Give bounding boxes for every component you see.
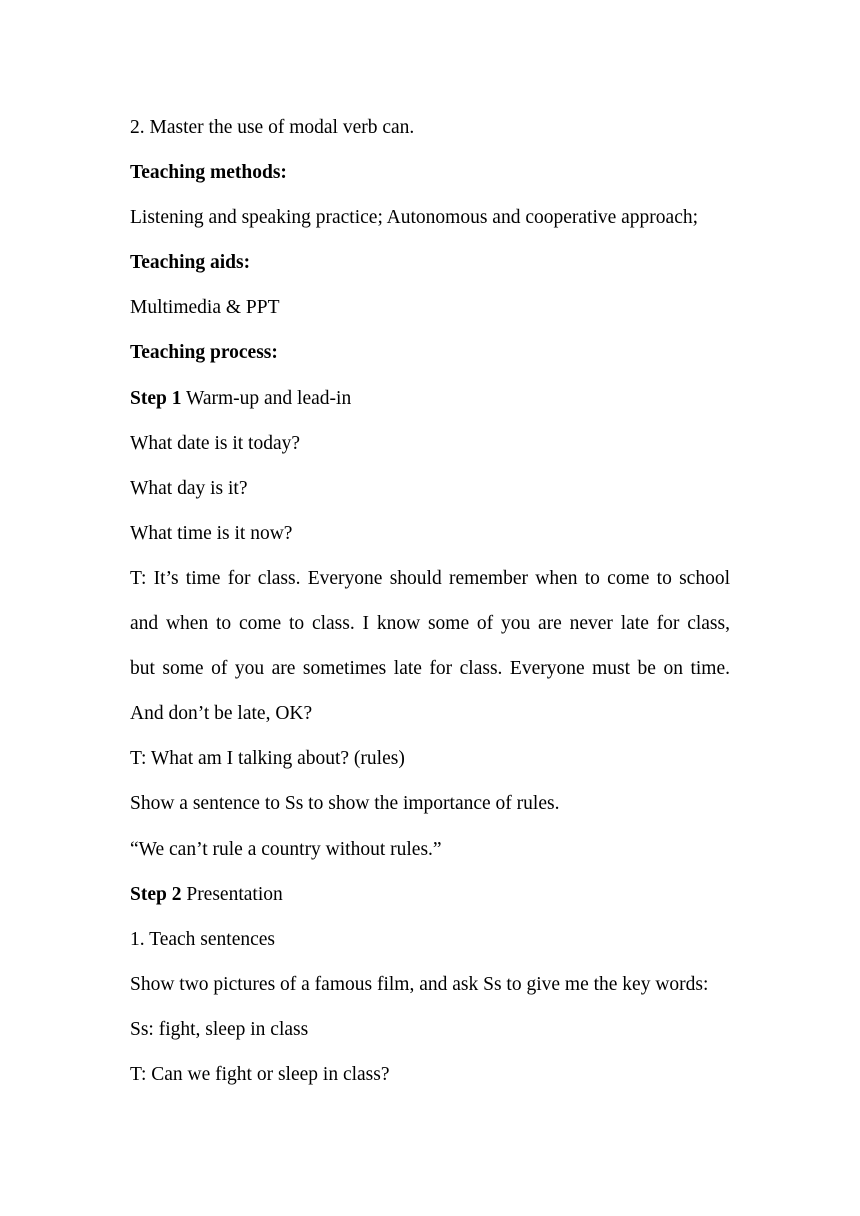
step1-label: Step 1 [130,387,182,409]
teaching-methods-text: Listening and speaking practice; Autonomous and cooperative approach; [130,207,699,229]
step1-paragraph-line: but some of you are sometimes late for class. Everyone must be on time. [130,658,730,680]
step2-label: Step 2 [130,883,182,905]
step1-line: What date is it today? [130,432,301,454]
step1-paragraph-line: T: It’s time for class. Everyone should remember when to come to school [130,567,730,589]
step1-line: T: What am I talking about? (rules) [130,748,405,770]
step1-line: What time is it now? [130,522,293,544]
step2-line: Show two pictures of a famous film, and ask Ss to give me the key words: [130,973,709,995]
step1-quote: “We can’t rule a country without rules.” [130,838,442,860]
document-page [130,105,730,1097]
teaching-aids-text: Multimedia & PPT [130,297,280,319]
step2-heading [130,872,730,917]
step2-line: T: Can we fight or sleep in class? [130,1063,390,1085]
step2-line: 1. Teach sentences [130,928,276,950]
teaching-process-heading: Teaching process: [130,342,278,364]
step1-line: What day is it? [130,477,248,499]
step2-title: Presentation [181,883,283,905]
step1-title: Warm-up and lead-in [181,387,352,409]
step1-line: Show a sentence to Ss to show the importance of rules. [130,793,560,815]
step1-heading [130,376,730,421]
teaching-methods-heading: Teaching methods: [130,162,287,184]
step1-paragraph-last: And don’t be late, OK? [130,703,313,725]
step1-paragraph-line: and when to come to class. I know some of you are never late for class, [130,613,730,635]
step2-line: Ss: fight, sleep in class [130,1018,309,1040]
teaching-aids-heading: Teaching aids: [130,252,251,274]
objective-2: 2. Master the use of modal verb can. [130,117,415,138]
